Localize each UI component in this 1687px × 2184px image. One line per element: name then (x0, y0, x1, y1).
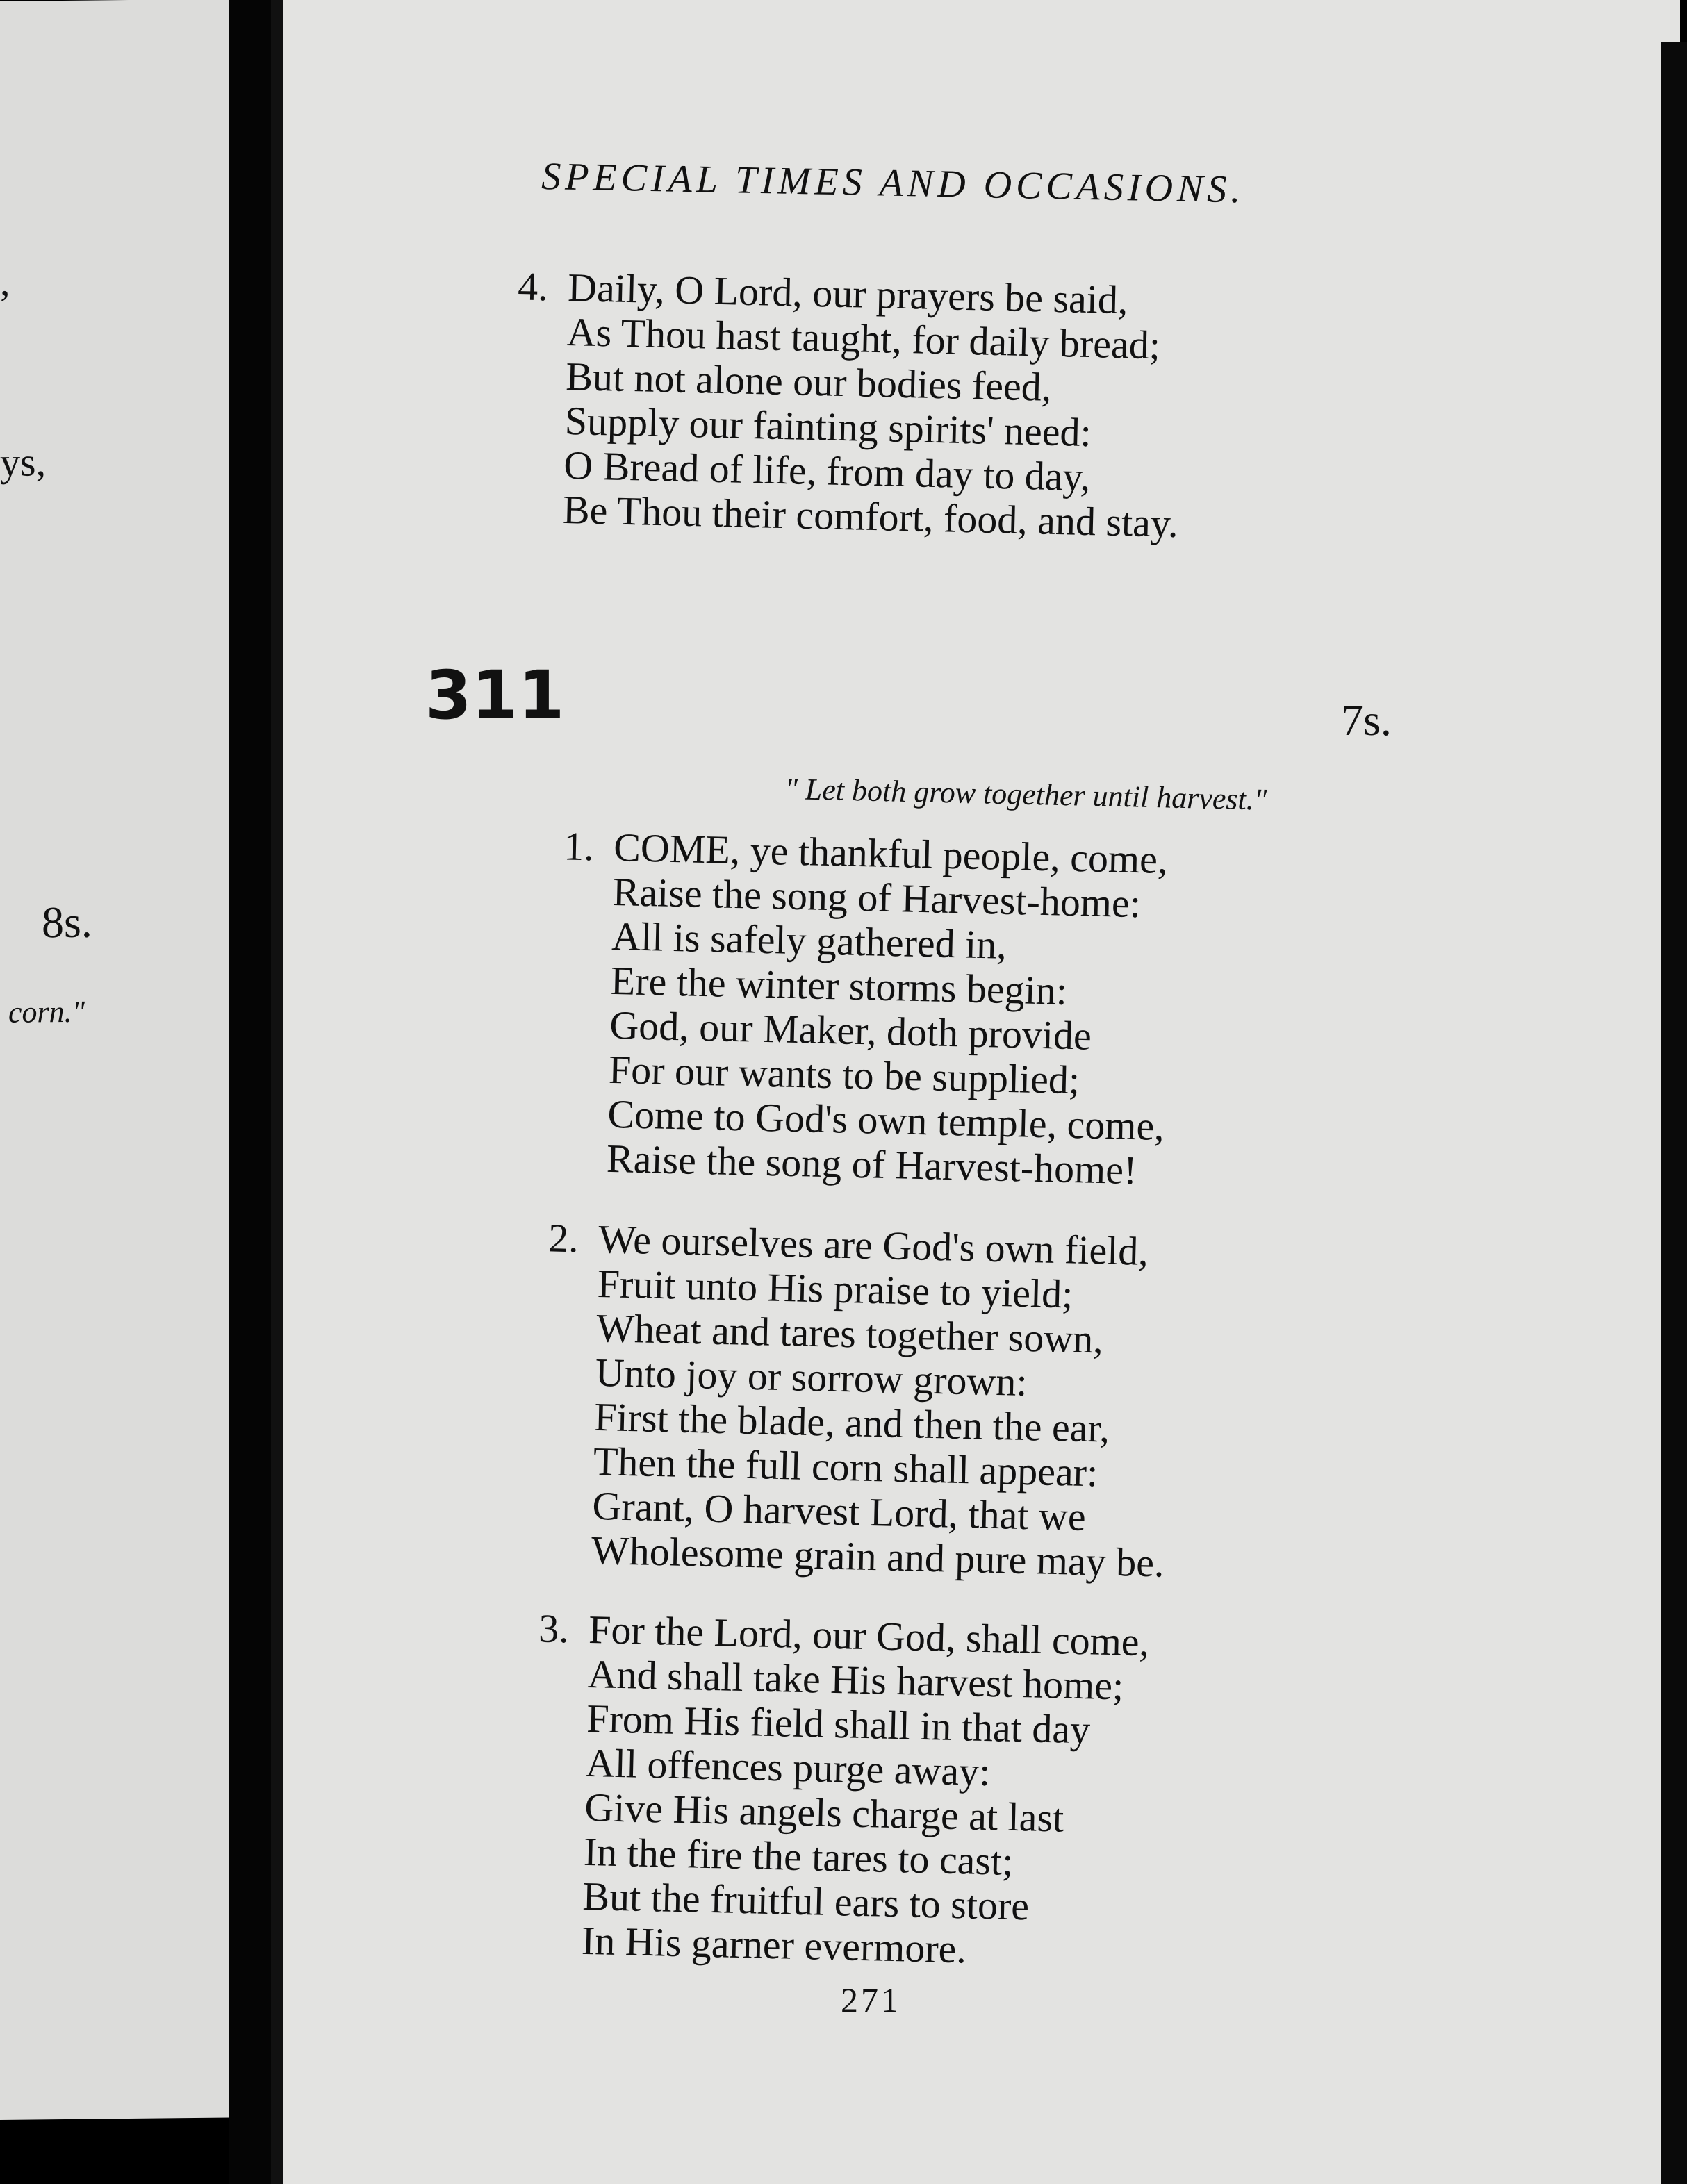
stanza-number: 3. (538, 1605, 570, 1652)
hymn-stanza (563, 823, 1171, 1193)
verse-line: All is safely gathered in, (611, 913, 1007, 968)
verse-line: Give His angels charge at last (584, 1784, 1064, 1841)
verse-line: From His field shall in that day (586, 1695, 1091, 1753)
verse-line: We ourselves are God's own field, (598, 1216, 1149, 1274)
hymn-stanza (548, 1215, 1171, 1586)
left-page-fragment: , (0, 258, 10, 304)
running-head: SPECIAL TIMES AND OCCASIONS. (541, 154, 1245, 212)
hymn-number: 311 (425, 656, 565, 734)
verse-line: Raise the song of Harvest-home: (612, 868, 1142, 927)
verse-line: Be Thou their comfort, food, and stay. (562, 486, 1179, 547)
stanza-number: 4. (517, 263, 549, 310)
verse-line: Fruit unto His praise to yield; (597, 1260, 1074, 1317)
verse-line: Then the full corn shall appear: (593, 1438, 1098, 1496)
verse-line: O Bread of life, from day to day, (563, 442, 1092, 500)
verse-line: Supply our fainting spirits' need: (564, 397, 1092, 456)
page-edge-shadow (1661, 42, 1687, 2184)
left-page (0, 0, 257, 2120)
verse-line: In the fire the tares to cast; (583, 1828, 1014, 1884)
hymn-meter: 7s. (1341, 695, 1392, 745)
verse-line: Ere the winter storms begin: (610, 957, 1068, 1014)
verse-line: And shall take His harvest home; (587, 1651, 1124, 1709)
verse-line: For the Lord, our God, shall come, (588, 1607, 1150, 1665)
verse-line: In His garner evermore. (581, 1917, 967, 1972)
page-number: 271 (841, 1980, 901, 2019)
stanza-number: 1. (563, 823, 595, 870)
verse-line: But not alone our bodies feed, (565, 353, 1053, 410)
verse-line: COME, ye thankful people, come, (613, 825, 1169, 883)
hymn-epigraph: " Let both grow together until harvest." (784, 771, 1267, 817)
left-page-fragment: corn." (8, 994, 85, 1029)
verse-line: Unto joy or sorrow grown: (595, 1349, 1028, 1405)
verse-line: Wheat and tares together sown, (595, 1305, 1104, 1362)
verse-line: God, our Maker, doth provide (609, 1002, 1092, 1059)
verse-line: Wholesome grain and pure may be. (591, 1527, 1165, 1586)
verse-line: Come to God's own temple, come, (607, 1091, 1165, 1150)
previous-hymn-stanza (517, 263, 1183, 547)
verse-line: As Thou hast taught, for daily bread; (566, 308, 1161, 368)
verse-line: But the fruitful ears to store (582, 1873, 1030, 1929)
verse-line: Grant, O harvest Lord, that we (591, 1482, 1087, 1539)
verse-line: All offences purge away: (585, 1739, 991, 1795)
verse-line: For our wants to be supplied; (608, 1046, 1080, 1103)
stanza-number: 2. (548, 1215, 579, 1261)
verse-line: Daily, O Lord, our prayers be said, (567, 265, 1129, 323)
verse-line: First the blade, and then the ear, (593, 1393, 1110, 1451)
left-page-fragment: 8s. (42, 897, 92, 948)
left-page-fragment: ys, (0, 439, 47, 485)
hymn-stanza (538, 1605, 1150, 1976)
verse-line: Raise the song of Harvest-home! (606, 1135, 1138, 1193)
